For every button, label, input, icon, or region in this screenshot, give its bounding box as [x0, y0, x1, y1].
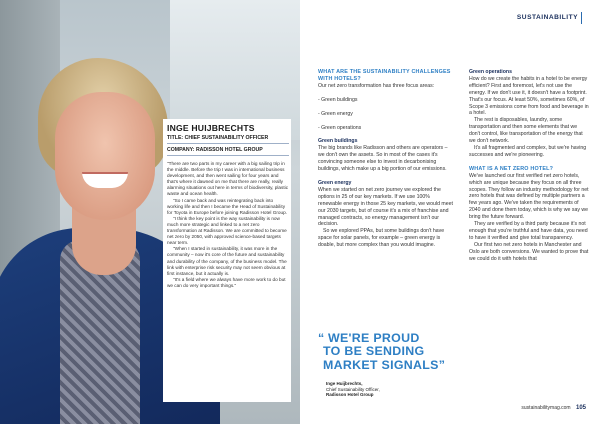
green-energy-text: When we started on net zero journey we explored the options in 25 of our key markets. If we use 100% renewable energy in those 25 key markets, we would meet our 2030 targets, but of course it's a mix of franchise and managed contracts, so energy management isn't our decision.	[318, 186, 453, 228]
subheading-green-buildings: Green buildings	[318, 138, 358, 145]
page-number: 105	[575, 405, 586, 411]
subheading-green-energy: Green energy	[318, 179, 352, 186]
focus-item: - Green operations	[318, 124, 362, 131]
green-buildings-text: The big brands like Radisson and others are operators – we don't own the assets. So in most of the cases it's convincing someone else to invest in decarbonising buildings, which make up a big portion of our emissions.	[318, 145, 448, 173]
green-energy-text-2: So we explored PPAs, but some buildings don't have space for solar panels, for example – green energy is doable, but more complex than you would imagine.	[318, 228, 445, 249]
profile-box	[163, 119, 291, 402]
net-zero-text-3: Our first two net zero hotels in Manchester and Oslo are both conversions. We wanted to prove that we could do it with hotels that	[469, 241, 589, 262]
profile-company-label: COMPANY:	[167, 147, 195, 153]
open-quote-mark: “	[318, 331, 325, 345]
net-zero-text-2: They are verified by a third party because it's not enough that you're truthful and have data, you need to have it verified and give total transparency.	[469, 221, 588, 241]
pull-quote-attribution	[326, 381, 380, 398]
pull-quote-line: WE'RE PROUD	[328, 331, 420, 345]
attribution-company: Radisson Hotel Group	[326, 392, 374, 397]
focus-intro: Our net zero transformation has three focus areas:	[318, 82, 435, 89]
profile-body	[167, 161, 289, 289]
heading-net-zero-hotel: WHAT IS A NET ZERO HOTEL?	[469, 165, 554, 172]
profile-company	[167, 145, 289, 156]
profile-name: INGE HUIJBRECHTS	[167, 123, 255, 133]
attribution-name: Inge Huijbrechts,	[326, 381, 363, 386]
profile-company-value: RADISSON HOTEL GROUP	[195, 147, 263, 153]
net-zero-text: We've launched our first verified net zero hotels, which are unique because they focus on all three scopes. They follow an industry methodology for net zero hotels that was defined by multiple partners a few years ago. We've taken the requirements of 2040 and done them today, which is why we say we bring the future forward.	[469, 172, 589, 221]
pull-quote-line: TO BE SENDING	[323, 344, 425, 359]
section-header: SUSTAINABILITY	[516, 14, 578, 21]
focus-item: - Green buildings	[318, 96, 358, 103]
section-header-bar	[581, 12, 583, 24]
profile-title-value: CHIEF SUSTAINABILITY OFFICER	[184, 135, 269, 141]
article-column-1	[318, 69, 454, 249]
profile-paragraph: "It's a field where we always have more work to do but we can do very important things."	[167, 276, 286, 288]
profile-paragraph: "When I started in sustainability, it was more in the community – now it's core of the future and sustainability and durability of the company, of the business model. The link with enterprise risk security may not seem obvious at first instance, but it actually is.	[167, 246, 287, 276]
article-column-2	[469, 69, 589, 262]
profile-paragraph: "I think the key point is the way sustainability is now much more strategic and linked to a net zero transformation at Radisson. We are committed to become net zero by 2050, with approved science-based targets near term.	[167, 215, 287, 246]
green-operations-text-2: The rest is disposables, laundry, some transportation and then some elements that we don't control, like transportation of the energy that we don't network.	[469, 117, 583, 145]
focus-item: - Green energy	[318, 110, 353, 117]
heading-sustainability-challenges: WHAT ARE THE SUSTAINABILITY CHALLENGES WITH HOTELS?	[318, 69, 451, 82]
profile-paragraph: "There are two parts in my career with a big sailing trip in the middle. Before the trip I was in international business development, and then went sailing for four years and that's where it dawned on me that there are really, really alarming situations out here in terms of biodiversity, plastic waste and ocean health.	[167, 161, 289, 197]
footer-website[interactable]: sustainabilitymag.com	[521, 405, 571, 411]
profile-title-label: TITLE:	[167, 135, 184, 141]
profile-paragraph: "So I came back and was reintegrating back into working life and then I became the Head of Sustainability for Toyota in Europe before joining Radisson Hotel Group.	[167, 197, 288, 215]
green-operations-text: How do we create the habits in a hotel to be energy efficient? First and foremost, let's not use the energy. If we don't use it, it doesn't have a footprint. That's our focus. At least 50%, sometimes 60%, of Scope 3 emissions come from food and beverage in a hotel.	[469, 75, 589, 117]
subheading-green-operations: Green operations	[469, 69, 512, 75]
pull-quote-line: MARKET SIGNALS”	[323, 357, 446, 372]
profile-title	[167, 133, 289, 144]
pull-quote	[318, 332, 468, 372]
page-footer	[521, 405, 586, 411]
photo-face	[55, 92, 155, 220]
attribution-role: Chief Sustainability Officer,	[326, 386, 380, 392]
green-operations-text-3: It's all fragmented and complex, but we're having successes and we're pioneering.	[469, 144, 587, 158]
